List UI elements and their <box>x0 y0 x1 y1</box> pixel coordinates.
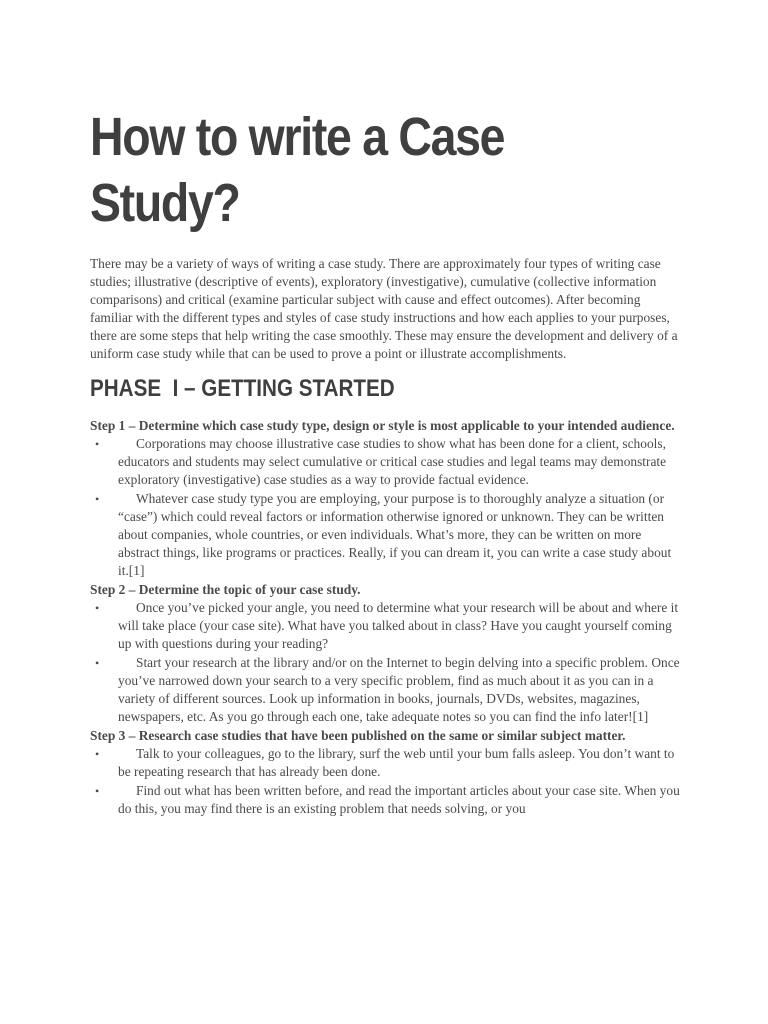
bullet-icon: • <box>95 437 100 451</box>
step-3-heading: Step 3 – Research case studies that have been published on the same or similar subject matter. <box>90 728 626 743</box>
bullet-icon: • <box>95 656 100 670</box>
list-item <box>90 654 680 726</box>
document-page <box>90 0 680 819</box>
step-2-list <box>90 599 680 726</box>
list-item-text: Whatever case study type you are employing, your purpose is to thoroughly analyze a situation (or “case”) which could reveal factors or information otherwise ignored or unknown. They can be written about companies, whole countries, or even individuals. What’s more, they can be written on more abstract things, like programs or practices. Really, if you can dream it, you can write a case study about it.[1] <box>118 491 672 578</box>
list-item-text: Corporations may choose illustrative case studies to show what has been done for a client, schools, educators and students may select cumulative or critical case studies and legal teams may demonstrate exploratory (investigative) case studies as a way to provide factual evidence. <box>118 436 667 487</box>
step-1-list <box>90 435 680 580</box>
bullet-icon: • <box>95 601 100 615</box>
list-item-text: Talk to your colleagues, go to the library, surf the web until your bum falls asleep. You don’t want to be repeating research that has already been done. <box>118 746 675 779</box>
phase-heading: PHASE I – GETTING STARTED <box>90 375 395 402</box>
title-line-2: Study? <box>90 173 240 233</box>
bullet-icon: • <box>95 784 100 798</box>
list-item-text: Start your research at the library and/or on the Internet to begin delving into a specific problem. Once you’ve narrowed down your search to a very specific problem, find as much about it as you can in a variety of different sources. Look up information in books, journals, DVDs, websites, magazines, newspapers, etc. As you go through each one, take adequate notes so you can find the info later![1] <box>118 655 680 724</box>
list-item-text: Find out what has been written before, and read the important articles about your case site. When you do this, you may find there is an existing problem that needs solving, or you <box>118 783 680 816</box>
intro-paragraph: There may be a variety of ways of writing a case study. There are approximately four types of writing case studies; illustrative (descriptive of events), exploratory (investigative), cumulative (collective information comparisons) and critical (examine particular subject with cause and effect outcomes). After becoming familiar with the different types and styles of case study instructions and how each applies to your purposes, there are some steps that help writing the case smoothly. These may ensure the development and delivery of a uniform case study while that can be used to prove a point or illustrate accomplishments. <box>90 256 678 361</box>
list-item-text: Once you’ve picked your angle, you need to determine what your research will be about and where it will take place (your case site). What have you talked about in class? Have you caught yourself coming up with questions during your reading? <box>118 600 679 651</box>
bullet-icon: • <box>95 492 100 506</box>
bullet-icon: • <box>95 747 100 761</box>
list-item <box>90 490 680 580</box>
title-line-1: How to write a Case <box>90 107 505 167</box>
step-2-heading: Step 2 – Determine the topic of your case study. <box>90 582 361 597</box>
list-item <box>90 745 680 781</box>
step-3-list <box>90 745 680 818</box>
list-item <box>90 599 680 653</box>
document-title <box>90 104 572 236</box>
list-item <box>90 435 680 489</box>
step-1-heading: Step 1 – Determine which case study type, design or style is most applicable to your intended audience. <box>90 418 675 433</box>
list-item <box>90 782 680 818</box>
